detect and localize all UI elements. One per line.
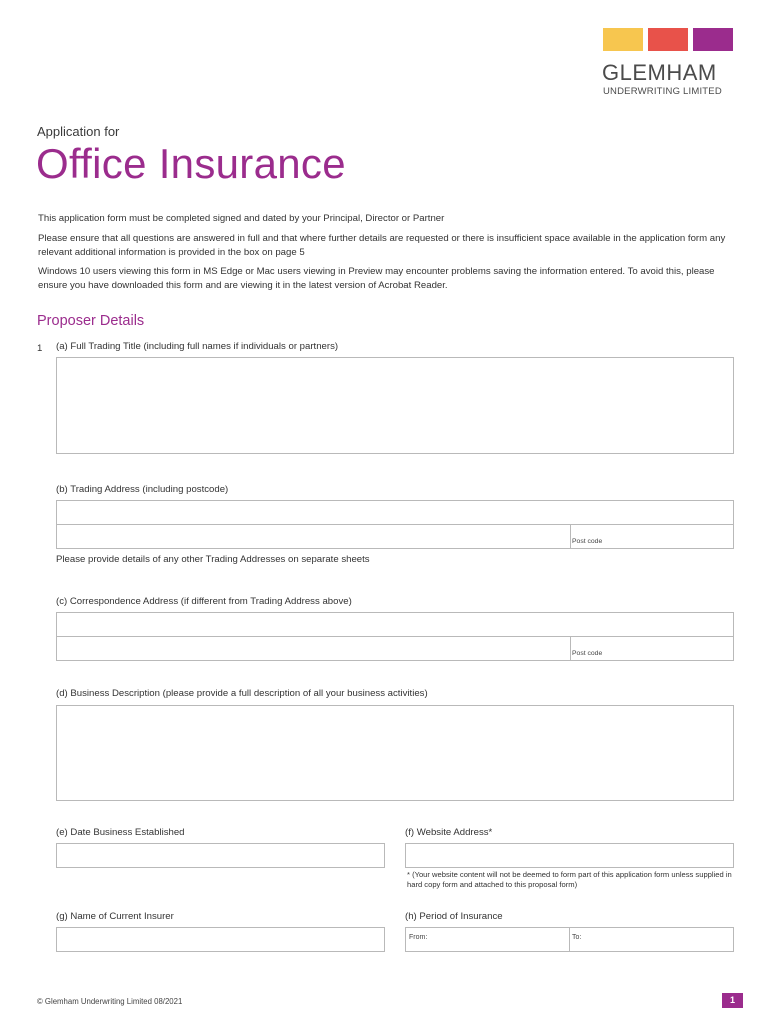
form-subtitle: Application for	[37, 124, 120, 139]
correspondence-postcode-input[interactable]	[570, 636, 734, 661]
trading-address-label: (b) Trading Address (including postcode)	[56, 484, 229, 495]
logo-name: GLEMHAM	[602, 60, 717, 85]
date-established-input[interactable]	[56, 843, 385, 868]
trading-postcode-label: Post code	[572, 538, 603, 545]
website-address-label: (f) Website Address*	[405, 827, 493, 838]
trading-title-input[interactable]	[56, 357, 734, 454]
trading-address-line2-input[interactable]	[56, 524, 571, 549]
correspondence-address-label: (c) Correspondence Address (if different from Trading Address above)	[56, 596, 352, 607]
period-of-insurance-label: (h) Period of Insurance	[405, 911, 503, 922]
page-title: Office Insurance	[36, 140, 346, 187]
website-note: * (Your website content will not be deemed to form part of this application form unless supplied in hard copy form and attached to this proposal form)	[407, 870, 732, 889]
logo-subtitle: UNDERWRITING LIMITED	[603, 86, 722, 97]
period-from-input[interactable]	[405, 927, 570, 952]
intro-paragraph-1: This application form must be completed signed and dated by your Principal, Director or Partner	[38, 213, 445, 224]
current-insurer-label: (g) Name of Current Insurer	[56, 911, 174, 922]
logo-square-yellow	[603, 28, 643, 51]
question-number: 1	[37, 343, 43, 354]
correspondence-postcode-label: Post code	[572, 650, 603, 657]
trading-title-label: (a) Full Trading Title (including full names if individuals or partners)	[56, 341, 339, 352]
correspondence-address-line2-input[interactable]	[56, 636, 571, 661]
date-established-label: (e) Date Business Established	[56, 827, 185, 838]
page-number: 1	[722, 993, 743, 1008]
current-insurer-input[interactable]	[56, 927, 385, 952]
trading-address-line1-input[interactable]	[56, 500, 734, 525]
trading-postcode-input[interactable]	[570, 524, 734, 549]
logo-square-purple	[693, 28, 733, 51]
business-description-label: (d) Business Description (please provide a full description of all your business activities)	[56, 688, 428, 699]
section-title: Proposer Details	[37, 313, 145, 329]
intro-paragraph-3: Windows 10 users viewing this form in MS Edge or Mac users viewing in Preview may encounter problems saving the information entered. To avoid this, please ensure you have downloaded this form and are viewing it in the latest version of Acrobat Reader.	[38, 266, 715, 291]
correspondence-address-line1-input[interactable]	[56, 612, 734, 637]
period-to-label: To:	[572, 934, 582, 941]
trading-address-note: Please provide details of any other Trading Addresses on separate sheets	[56, 554, 370, 565]
logo-square-red	[648, 28, 688, 51]
intro-paragraph-2: Please ensure that all questions are answered in full and that where further details are requested or there is insufficient space available in the application form any relevant additional information is provided in the box on page 5	[38, 233, 726, 258]
business-description-input[interactable]	[56, 705, 734, 801]
period-from-label: From:	[409, 934, 428, 941]
period-to-input[interactable]	[569, 927, 734, 952]
website-address-input[interactable]	[405, 843, 734, 868]
copyright: © Glemham Underwriting Limited 08/2021	[37, 997, 183, 1006]
